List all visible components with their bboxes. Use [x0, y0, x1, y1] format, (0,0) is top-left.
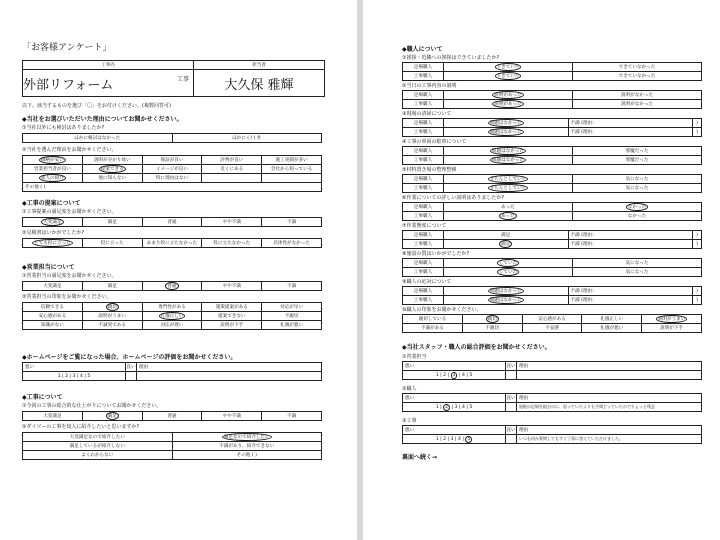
continue-note: 裏面へ続く→: [402, 454, 438, 461]
koji-label: 工事名: [23, 61, 194, 70]
option[interactable]: 説明が下手: [642, 324, 702, 333]
option[interactable]: 大変満足: [23, 282, 83, 291]
option[interactable]: 満足なので紹介したい: [172, 433, 322, 442]
sec3-q1-table: [22, 281, 322, 291]
sec5-q2-table: [22, 432, 322, 460]
option[interactable]: 不満: [262, 282, 322, 291]
scale[interactable]: 1 | 2 | 3 | 4 | 5: [403, 371, 506, 380]
option[interactable]: 邪魔だった: [573, 156, 702, 165]
right-page: [364, 0, 720, 540]
rq4-table: 足場職人 問題はなかった 邪魔だった 工事職人 問題はなかった 邪魔だった: [402, 146, 702, 165]
option[interactable]: やや不満: [202, 218, 262, 227]
rq9: ⑨職人の応対について: [402, 279, 452, 285]
option[interactable]: 問題はなかった: [444, 119, 569, 128]
option[interactable]: 提案できる: [82, 165, 142, 174]
rq10-table: [402, 314, 702, 333]
rq8-table: 足場職人 していた 気になった 工事職人 していた 気になった: [402, 258, 702, 277]
option[interactable]: 礼儀正しい: [142, 312, 202, 321]
eval-sec-title: ◆当社スタッフ・職人の総合評価をお聞かせください。: [402, 344, 551, 351]
option[interactable]: 普通: [142, 282, 202, 291]
option[interactable]: できていた: [444, 72, 573, 81]
sec1-q2: ②当社を選んだ理由をお聞かせください。: [22, 147, 117, 153]
option[interactable]: 安心感がある: [23, 312, 83, 321]
option[interactable]: 専門性がある: [142, 303, 202, 312]
koji-name: 外部リフォーム: [23, 77, 114, 93]
option[interactable]: 説明が分かり易い: [82, 156, 142, 165]
sec3-q1: ①営業担当の満足度をお聞かせください。: [22, 273, 117, 279]
eval-table: 悪い 良い 理由 1 | 2 | 3 | 4 | 5 屋根の足場を組むのに、思っていたよりも手間どっていたのでちょっと残念: [402, 393, 702, 412]
rq1: ①挨拶・近隣への挨拶はできていましたか?: [402, 55, 500, 61]
option[interactable]: 提案できない: [202, 312, 262, 321]
option[interactable]: 施工実績が多い: [262, 156, 322, 165]
option[interactable]: 気になった: [573, 175, 702, 184]
option[interactable]: 親切: [82, 303, 142, 312]
option[interactable]: あった: [444, 203, 573, 212]
option[interactable]: できていなかった: [573, 63, 702, 72]
eval-label: ②職人: [402, 386, 417, 392]
option[interactable]: ほかに ( / ) 社: [172, 134, 322, 143]
option[interactable]: 親切: [462, 315, 522, 324]
rq7-table: 足場職人 満足 不満 (理由: ) 工事職人 満足 不満 (理由: ): [402, 230, 702, 249]
option[interactable]: 説明がうまい: [82, 312, 142, 321]
option[interactable]: 満足: [444, 231, 569, 240]
option[interactable]: できていた: [444, 63, 573, 72]
option[interactable]: 不親切: [262, 312, 322, 321]
sec2-q2: ②見積書はいかがでしたか?: [22, 230, 85, 236]
option[interactable]: 不親切: [462, 324, 522, 333]
rq10: ⑩職人の印象をお聞かせください。: [402, 307, 482, 313]
option[interactable]: 邪魔だった: [573, 147, 702, 156]
option[interactable]: 不誠実である: [82, 321, 142, 330]
eval-table: 悪い 良い 理由 1 | 2 | 3 | 4 | 5 いつも何か質問してもすぐ丁寧に答えていただけました。: [402, 425, 702, 444]
option[interactable]: 不満がある: [403, 324, 463, 333]
option[interactable]: なかった: [573, 212, 702, 221]
option[interactable]: 満足: [444, 240, 569, 249]
sec1-q1-table: [22, 133, 322, 143]
rq4: ④工事の車両の駐車について: [402, 139, 467, 145]
option[interactable]: あった: [444, 212, 573, 221]
option[interactable]: 不満: [262, 412, 322, 421]
option[interactable]: イメージが良い: [142, 165, 202, 174]
option[interactable]: 礼儀正しい: [582, 315, 642, 324]
eval-table: 悪い 良い 理由 1 | 2 | 3 | 4 | 5: [402, 361, 702, 380]
option[interactable]: 問題はなかった: [444, 296, 569, 305]
option[interactable]: 説明がうまい: [642, 315, 702, 324]
option[interactable]: 問題はなかった: [444, 156, 573, 165]
option[interactable]: していた: [444, 268, 573, 277]
option[interactable]: 施策提案がある: [202, 303, 262, 312]
option[interactable]: 具体性がなかった: [262, 239, 322, 248]
instruction: 以下、該当するものを選び「〇」をお付けください。(複数回答可): [22, 103, 171, 109]
scale[interactable]: 1 | 2 | 3 | 4 | 5: [403, 435, 506, 444]
high-label: 良い: [126, 363, 137, 372]
rq5-table: 足場職人 きちんとしていた 気になった 工事職人 きちんとしていた 気になった: [402, 174, 702, 193]
rq3: ③現場の清掃について: [402, 111, 452, 117]
other-field[interactable]: その他 ( ): [23, 183, 322, 192]
scale[interactable]: 1 | 2 | 3 | 4 | 5: [403, 403, 506, 412]
rq8: ⑧施設の質はいかがでしたか?: [402, 251, 470, 257]
option[interactable]: 説明がなかった: [573, 100, 702, 109]
rq5: ⑤材料置き場の整理整頓: [402, 167, 457, 173]
comment[interactable]: [517, 371, 702, 380]
scale[interactable]: 1 | 2 | 3 | 4 | 5: [23, 372, 126, 381]
option[interactable]: よくわからない: [23, 451, 173, 460]
option[interactable]: あまり役に立たなかった: [142, 239, 202, 248]
page-title: 「お客様アンケート」: [22, 43, 112, 53]
sec2-q1-table: [22, 217, 322, 227]
reason-label: 理由: [137, 363, 322, 372]
rq2: ②当日の工事内容の説明: [402, 83, 457, 89]
option[interactable]: 大変満足なので紹介したい: [23, 433, 173, 442]
sec2-title: ◆工事の提案について: [22, 200, 81, 207]
option[interactable]: ほかに検討はなかった: [23, 134, 173, 143]
sec5-q1-table: [22, 411, 322, 421]
option[interactable]: 満足しているが紹介しない: [23, 442, 173, 451]
option[interactable]: 会社から知っている: [262, 165, 322, 174]
sec5-title: ◆工事について: [22, 394, 63, 401]
option[interactable]: 気になった: [573, 268, 702, 277]
option[interactable]: 信頼できる: [23, 303, 83, 312]
rq7: ⑦作業態度について: [402, 223, 447, 229]
option[interactable]: 礼儀が悪い: [262, 321, 322, 330]
option[interactable]: きちんとしていた: [444, 175, 573, 184]
option[interactable]: 説明がなかった: [573, 91, 702, 100]
option[interactable]: 説明があった: [444, 91, 573, 100]
eval-label: ①営業担当: [402, 354, 427, 360]
option[interactable]: 問題はなかった: [444, 147, 573, 156]
page-fold: [357, 0, 363, 540]
sec4-title: ◆ホームページをご覧になった場合、ホームページの評価をお聞かせください。: [22, 354, 237, 361]
tanto-label: 担当者: [194, 61, 325, 70]
option[interactable]: 不安感: [522, 324, 582, 333]
rq6-table: 足場職人 あった なかった 工事職人 あった なかった: [402, 202, 702, 221]
option[interactable]: 特に理由はない: [142, 174, 202, 183]
rq2-table: 足場職人 説明があった 説明がなかった 工事職人 説明があった 説明がなかった: [402, 90, 702, 109]
option[interactable]: その他 ( ): [172, 451, 322, 460]
option[interactable]: 評判が良い: [202, 156, 262, 165]
option[interactable]: 親切している: [403, 315, 463, 324]
staff-sec-title: ◆職人について: [402, 46, 443, 53]
rq6: ⑥作業についての詳しい説明はありましたか?: [402, 195, 505, 201]
sec4-rating: [22, 362, 322, 381]
comment[interactable]: 屋根の足場を組むのに、思っていたよりも手間どっていたのでちょっと残念: [517, 403, 702, 412]
option[interactable]: 対応が遅い: [142, 321, 202, 330]
sec5-q1: ①今回の工事の総合的な仕上がりについてお聞かせください。: [22, 403, 162, 409]
option[interactable]: 役に立たなかった: [202, 239, 262, 248]
sec3-title: ◆営業担当について: [22, 264, 75, 271]
sec1-q1: ①当社以外にも検討はありましたか?: [22, 125, 105, 131]
option[interactable]: 不満 (理由:: [568, 119, 693, 128]
option[interactable]: 不満 (理由:: [568, 240, 693, 249]
sec1-q2-table: [22, 155, 322, 192]
option[interactable]: 不満 (理由:: [568, 231, 693, 240]
sec5-q2: ②ダイソーの工事を知人に紹介したいと思いますか?: [22, 424, 140, 430]
option[interactable]: 大変満足: [23, 412, 83, 421]
option[interactable]: 説明があった: [444, 100, 573, 109]
option[interactable]: 価格が安い: [23, 156, 83, 165]
option[interactable]: 不満 (理由:: [568, 287, 693, 296]
option[interactable]: していた: [444, 259, 573, 268]
sec2-q1: ①工事提案の満足度をお聞かせください。: [22, 209, 117, 215]
option[interactable]: とても役に立った: [23, 239, 83, 248]
option[interactable]: やや不満: [202, 412, 262, 421]
option[interactable]: 礼儀が悪い: [582, 324, 642, 333]
option[interactable]: 問題はなかった: [444, 128, 569, 137]
option[interactable]: 問題はなかった: [444, 287, 569, 296]
option[interactable]: 不満があり、紹介できない: [172, 442, 322, 451]
sec3-q2: ②営業担当の印象をお聞かせください。: [22, 294, 112, 300]
tanto-name: 大久保 雅輝: [224, 77, 294, 93]
option[interactable]: 大変満足: [23, 218, 83, 227]
eval-label: ③工事: [402, 418, 417, 424]
option[interactable]: 知人の紹介: [23, 174, 83, 183]
option[interactable]: 満足: [82, 412, 142, 421]
option[interactable]: きちんとしていた: [444, 184, 573, 193]
option[interactable]: 説明が下手: [202, 321, 262, 330]
rq9-table: 足場職人 問題はなかった 不満 (理由: ) 工事職人 問題はなかった 不満 (理由: ): [402, 286, 702, 305]
option[interactable]: 営業担当者が良い: [23, 165, 83, 174]
option[interactable]: 安心感がある: [522, 315, 582, 324]
option[interactable]: 普通: [142, 218, 202, 227]
option[interactable]: できていなかった: [573, 72, 702, 81]
option[interactable]: 近くにある: [202, 165, 262, 174]
option[interactable]: 対応が早い: [262, 303, 322, 312]
option[interactable]: 満足: [82, 218, 142, 227]
left-page: [0, 0, 356, 540]
comment[interactable]: いつも何か質問してもすぐ丁寧に答えていただけました。: [517, 435, 702, 444]
koji-suffix: 工事: [176, 75, 189, 83]
option[interactable]: 気になった: [573, 259, 702, 268]
sec1-title: ◆当社をお選びいただいた理由についてお聞かせください。: [22, 116, 183, 123]
option[interactable]: 知識がない: [23, 321, 83, 330]
option[interactable]: 普通: [142, 412, 202, 421]
rq3-table: 足場職人 問題はなかった 不満 (理由: ) 工事職人 問題はなかった 不満 (理由: ): [402, 118, 702, 137]
header-table: [22, 60, 325, 97]
option[interactable]: 満足: [82, 282, 142, 291]
option[interactable]: 役に立った: [82, 239, 142, 248]
low-label: 悪い: [23, 363, 36, 372]
sec2-q2-table: [22, 238, 322, 248]
option[interactable]: 不満 (理由:: [568, 128, 693, 137]
option[interactable]: やや不満: [202, 282, 262, 291]
option[interactable]: 不満: [262, 218, 322, 227]
option[interactable]: 保証が良い: [142, 156, 202, 165]
sec3-q2-table: [22, 302, 322, 330]
rq1-table: 足場職人 できていた できていなかった 工事職人 できていた できていなかった: [402, 62, 702, 81]
option[interactable]: 不満 (理由:: [568, 296, 693, 305]
option[interactable]: 他に知らない: [82, 174, 142, 183]
option[interactable]: 気になった: [573, 184, 702, 193]
option[interactable]: なかった: [573, 203, 702, 212]
